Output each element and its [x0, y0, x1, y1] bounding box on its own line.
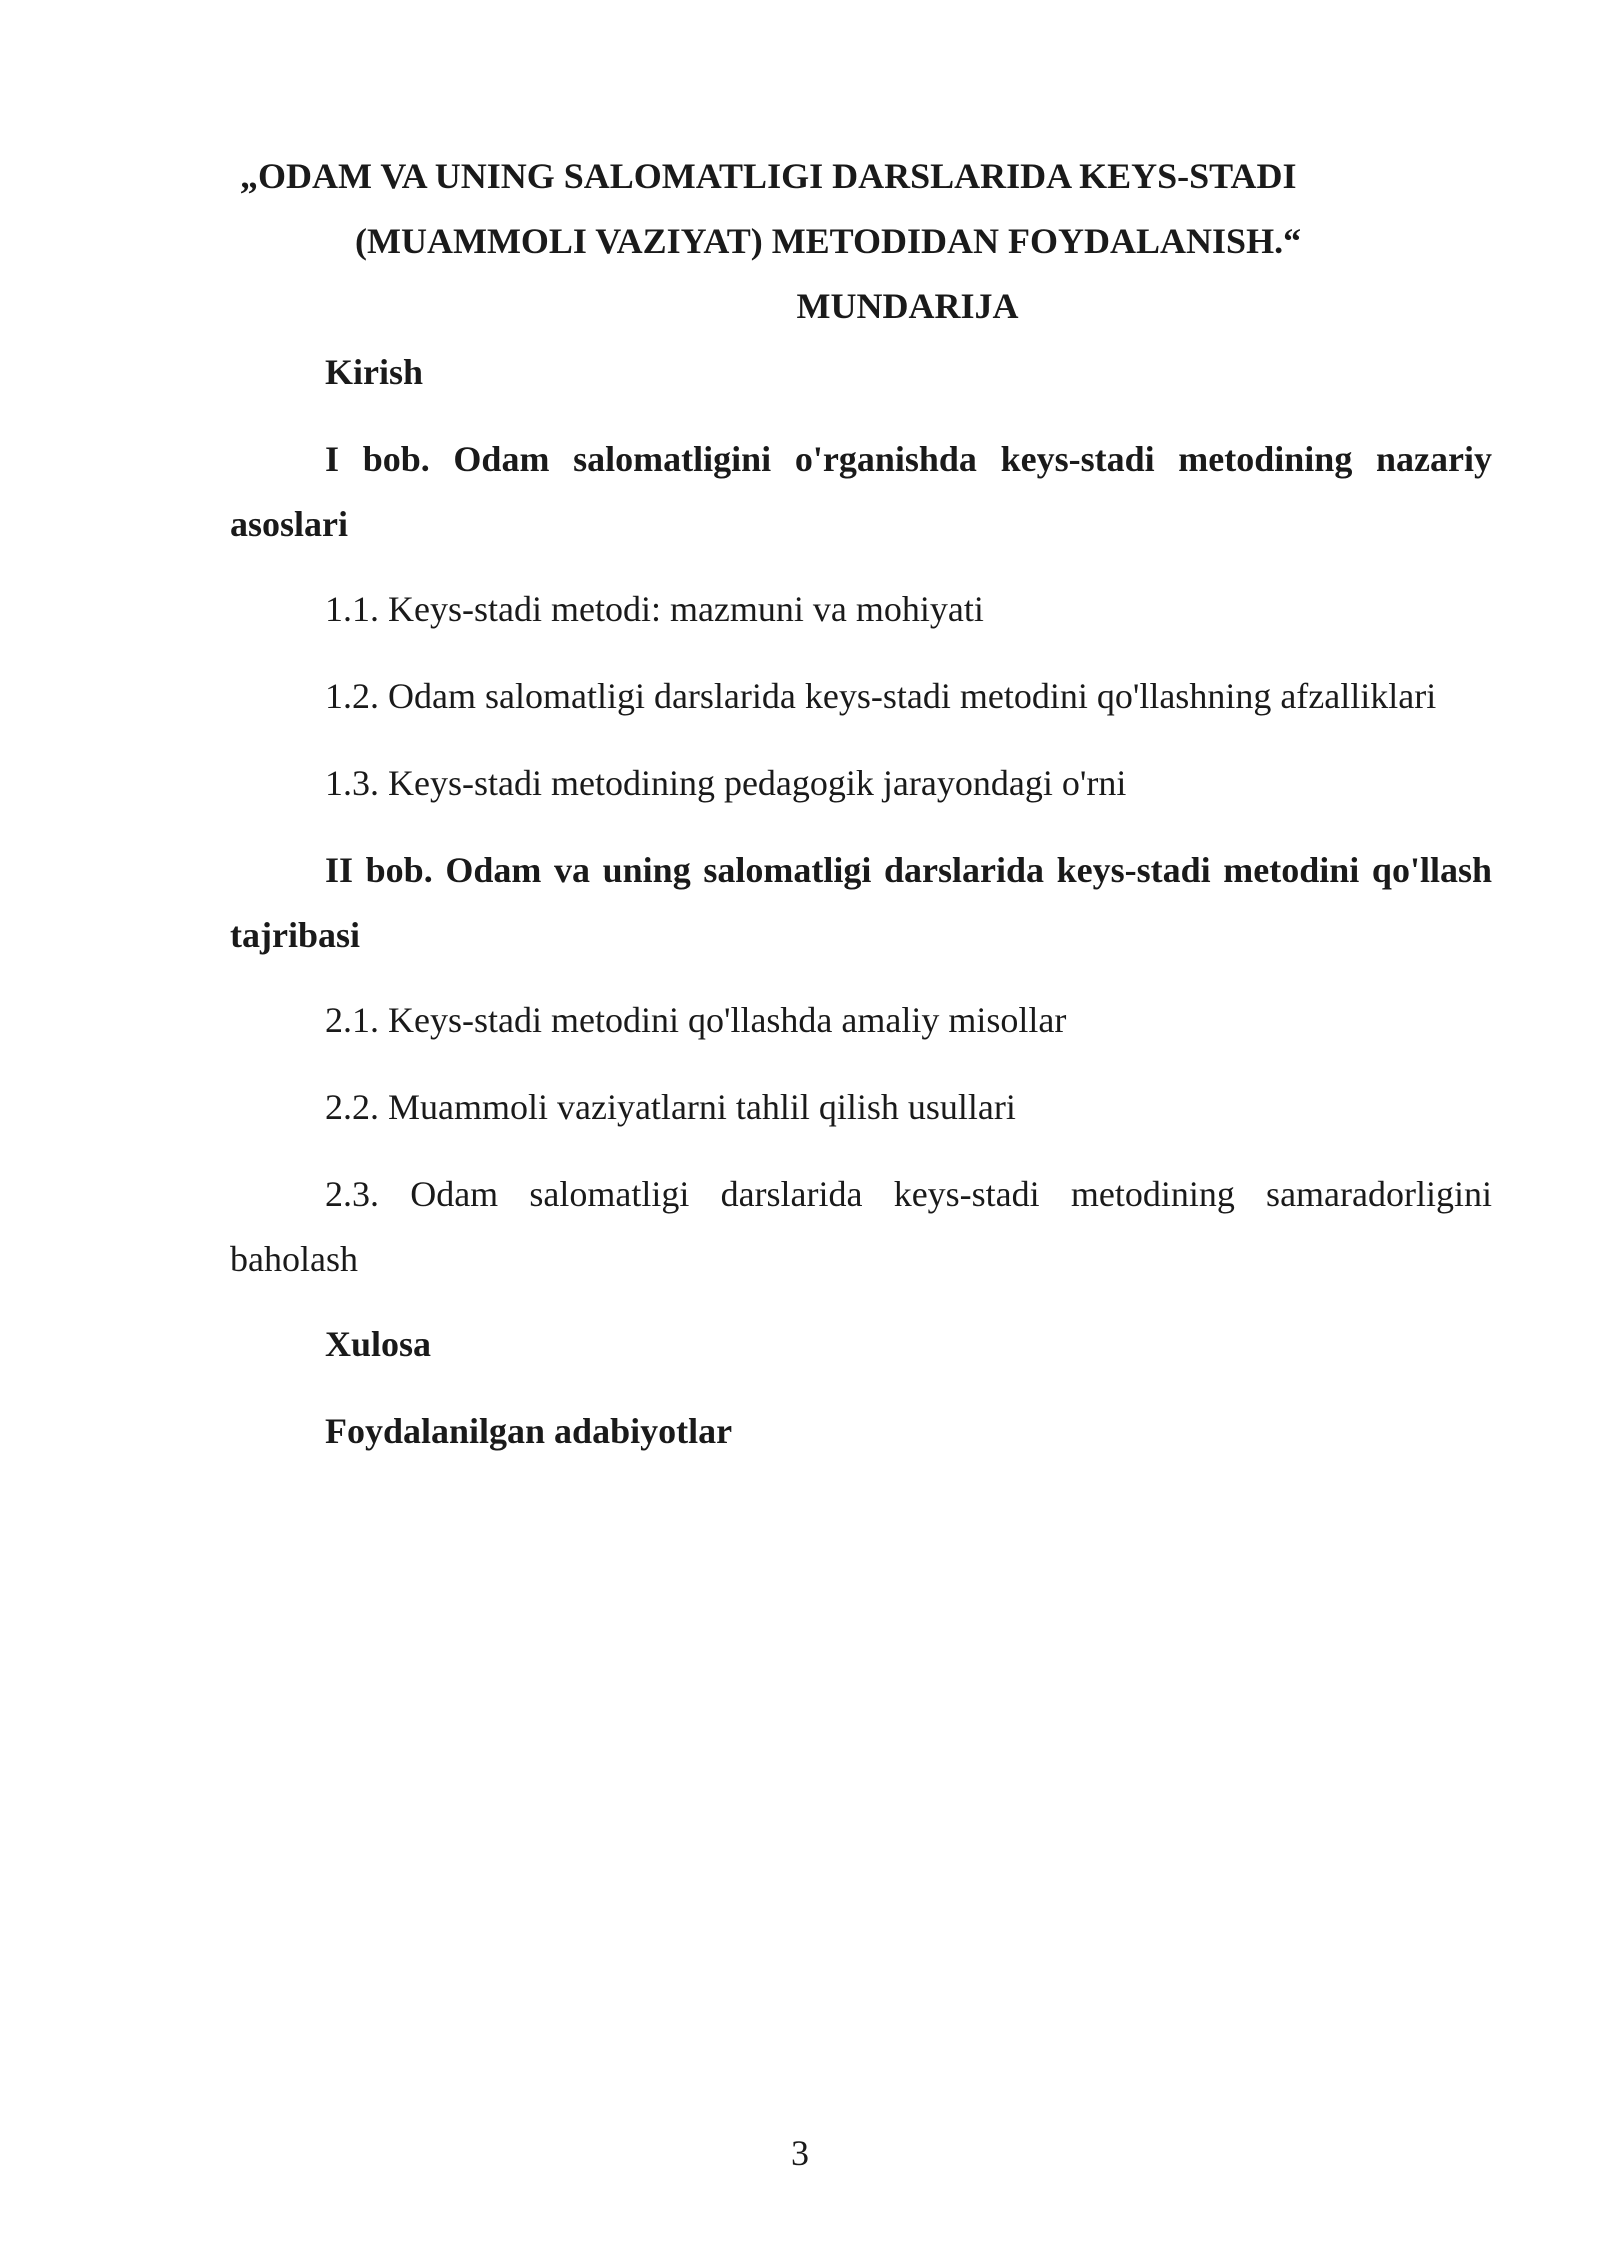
document-title-line-2: (MUAMMOLI VAZIYAT) METODIDAN FOYDALANISH.“ — [355, 221, 1302, 261]
toc-entry-section-2-3 — [230, 1162, 1492, 1292]
toc-heading: MUNDARIJA — [796, 286, 1019, 326]
toc-entry-references: Foydalanilgan adabiyotlar — [325, 1411, 733, 1451]
page-number: 3 — [791, 2133, 809, 2173]
toc-entry-chapter-1 — [230, 427, 1492, 557]
toc-entry-section-1-2: 1.2. Odam salomatligi darslarida keys-stadi metodini qo'llashning afzalliklari — [325, 676, 1437, 716]
toc-entry-chapter-2 — [230, 838, 1492, 968]
toc-entry-section-2-1: 2.1. Keys-stadi metodini qo'llashda amaliy misollar — [325, 1000, 1067, 1040]
toc-entry-chapter-1-text: I bob. Odam salomatligini o'rganishda keys-stadi metodining nazariy asoslari — [230, 439, 1492, 544]
toc-entry-section-1-3: 1.3. Keys-stadi metodining pedagogik jarayondagi o'rni — [325, 763, 1127, 803]
toc-entry-section-2-2: 2.2. Muammoli vaziyatlarni tahlil qilish usullari — [325, 1087, 1016, 1127]
document-title-line-1: „ODAM VA UNING SALOMATLIGI DARSLARIDA KEYS-STADI — [240, 156, 1297, 196]
toc-entry-introduction: Kirish — [325, 352, 424, 392]
toc-entry-conclusion: Xulosa — [325, 1324, 432, 1364]
toc-entry-section-1-1: 1.1. Keys-stadi metodi: mazmuni va mohiyati — [325, 589, 984, 629]
toc-entry-chapter-2-text: II bob. Odam va uning salomatligi darslarida keys-stadi metodini qo'llash tajribasi — [230, 850, 1492, 955]
toc-entry-section-2-3-text: 2.3. Odam salomatligi darslarida keys-stadi metodining samaradorligini baholash — [230, 1174, 1492, 1279]
